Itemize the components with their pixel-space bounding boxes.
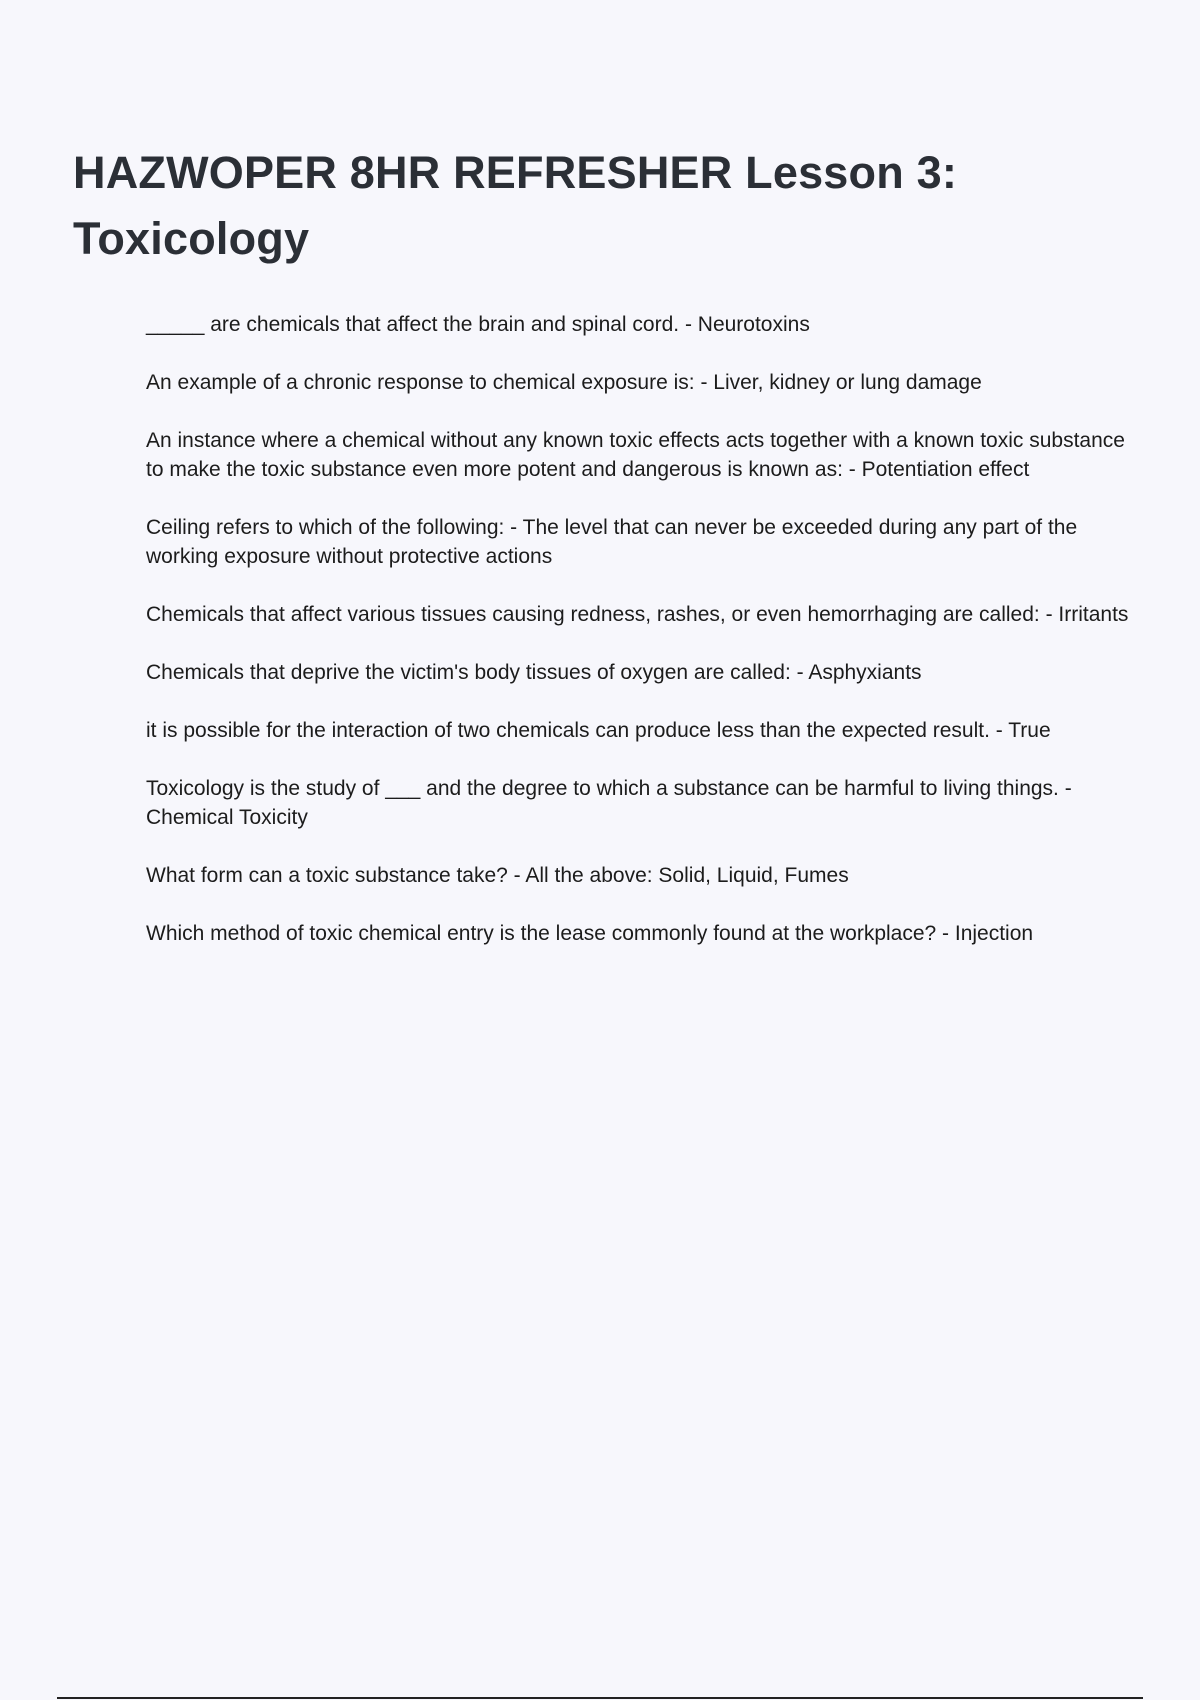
list-item: Chemicals that affect various tissues causing redness, rashes, or even hemorrhaging are called: - Irritants: [146, 603, 1129, 626]
list-item: What form can a toxic substance take? - All the above: Solid, Liquid, Fumes: [146, 864, 849, 887]
footer-divider: [57, 1697, 1143, 1699]
list-item: Chemicals that deprive the victim's body tissues of oxygen are called: - Asphyxiants: [146, 661, 922, 684]
list-item: Toxicology is the study of ___ and the degree to which a substance can be harmful to living things. - Chemical Toxicity: [146, 777, 1072, 829]
list-item: Which method of toxic chemical entry is the lease commonly found at the workplace? - Injection: [146, 922, 1034, 945]
qa-list: [146, 310, 1136, 977]
list-item: An instance where a chemical without any known toxic effects acts together with a known toxic substance to make the toxic substance even more potent and dangerous is known as: - Potentiation effect: [146, 429, 1125, 481]
list-item: An example of a chronic response to chemical exposure is: - Liver, kidney or lung damage: [146, 371, 982, 394]
list-item: Ceiling refers to which of the following: - The level that can never be exceeded during any part of the working exposure without protective actions: [146, 516, 1078, 568]
list-item: _____ are chemicals that affect the brain and spinal cord. - Neurotoxins: [146, 313, 810, 336]
page-title: HAZWOPER 8HR REFRESHER Lesson 3: Toxicology: [73, 147, 958, 264]
list-item: it is possible for the interaction of two chemicals can produce less than the expected result. - True: [146, 719, 1051, 742]
